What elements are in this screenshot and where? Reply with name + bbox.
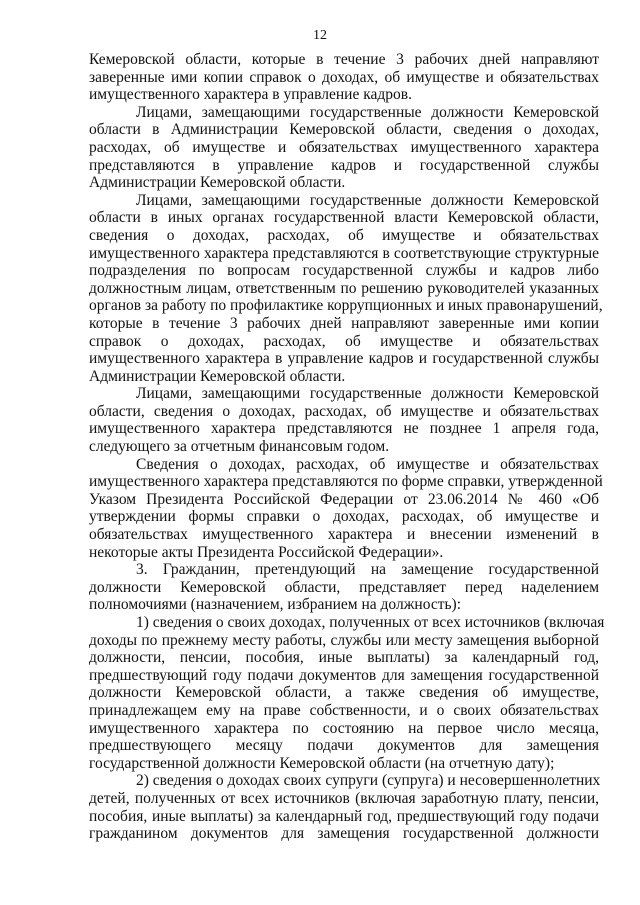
text-line: Администрации Кемеровской области. bbox=[89, 367, 346, 385]
text-line: следующего за отчетным финансовым годом. bbox=[89, 438, 390, 456]
text-line: подразделения по вопросам государственной службы и кадров либо bbox=[89, 262, 599, 280]
text-line: пособия, иные выплаты) за календарный год, предшествующий году подачи bbox=[89, 807, 599, 825]
text-line: утверждении формы справки о доходах, расходах, об имуществе и bbox=[89, 508, 599, 526]
paragraph bbox=[89, 104, 599, 192]
text-line: 3. Гражданин, претендующий на замещение государственной bbox=[136, 561, 599, 579]
text-line: Администрации Кемеровской области. bbox=[89, 174, 346, 192]
text-line: представляются в управление кадров и государственной службы bbox=[89, 156, 599, 174]
text-line: должностным лицам, ответственным по решению руководителей указанных bbox=[89, 279, 599, 297]
text-line: должности Кемеровской области, представляет перед наделением bbox=[89, 578, 599, 596]
text-line: области в Администрации Кемеровской области, сведения о доходах, bbox=[89, 121, 599, 139]
text-line: Лицами, замещающими государственные должности Кемеровской bbox=[136, 385, 599, 403]
paragraph bbox=[89, 51, 599, 104]
text-line: заверенные ими копии справок о доходах, об имуществе и обязательствах bbox=[89, 68, 599, 86]
text-line: которые в течение 3 рабочих дней направляют заверенные ими копии bbox=[89, 314, 599, 332]
document-body bbox=[89, 51, 605, 843]
text-line: полномочиями (назначением, избранием на должность): bbox=[89, 596, 462, 614]
text-line: имущественного характера по состоянию на первое число месяца, bbox=[89, 719, 599, 737]
text-line: области, сведения о доходах, расходах, об имуществе и обязательствах bbox=[89, 402, 599, 420]
text-line: доходы по прежнему месту работы, службы или месту замещения выборной bbox=[89, 631, 599, 649]
paragraph bbox=[89, 191, 603, 386]
text-line: детей, полученных от всех источников (включая заработную плату, пенсии, bbox=[89, 789, 599, 807]
text-line: 2) сведения о доходах своих супруги (супруга) и несовершеннолетних bbox=[136, 772, 601, 790]
text-line: справок о доходах, расходах, об имуществе и обязательствах bbox=[89, 332, 599, 350]
paragraph bbox=[89, 614, 605, 772]
text-line: области в иных органах государственной власти Кемеровской области, bbox=[89, 209, 599, 227]
text-line: имущественного характера представляются не позднее 1 апреля года, bbox=[89, 420, 599, 438]
paragraph bbox=[89, 455, 603, 562]
text-line: предшествующего месяцу подачи документов для замещения bbox=[89, 737, 599, 755]
text-line: должности Кемеровской области, а также сведения об имуществе, bbox=[89, 684, 599, 702]
text-line: Указом Президента Российской Федерации от 23.06.2014 № 460 «Об bbox=[89, 490, 599, 508]
text-line: государственной должности Кемеровской области (на отчетную дату); bbox=[89, 754, 555, 772]
text-line: должности, пенсии, пособия, иные выплаты) за календарный год, bbox=[89, 649, 599, 667]
page-number: 12 bbox=[313, 28, 327, 43]
text-line: имущественного характера представляются по форме справки, утвержденной bbox=[89, 473, 603, 491]
text-line: Лицами, замещающими государственные должности Кемеровской bbox=[136, 191, 599, 209]
text-line: сведения о доходах, расходах, об имуществе и обязательствах bbox=[89, 226, 599, 244]
text-line: предшествующий году подачи документов для замещения государственной bbox=[89, 666, 599, 684]
text-line: некоторые акты Президента Российской Федерации». bbox=[89, 543, 444, 561]
text-line: 1) сведения о своих доходах, полученных от всех источников (включая bbox=[136, 614, 605, 631]
text-line: имущественного характера представляются в соответствующие структурные bbox=[89, 244, 599, 262]
paragraph bbox=[89, 772, 599, 842]
paragraph bbox=[89, 561, 599, 614]
text-line: имущественного характера в управление кадров и государственной службы bbox=[89, 350, 599, 368]
text-line: Кемеровской области, которые в течение 3 рабочих дней направляют bbox=[89, 51, 599, 68]
text-line: имущественного характера в управление кадров. bbox=[89, 86, 412, 104]
text-line: обязательствах имущественного характера и внесении изменений в bbox=[89, 526, 599, 544]
text-line: гражданином документов для замещения государственной должности bbox=[89, 825, 599, 843]
paragraph bbox=[89, 385, 599, 455]
text-line: Сведения о доходах, расходах, об имуществе и обязательствах bbox=[136, 455, 599, 473]
text-line: Лицами, замещающими государственные должности Кемеровской bbox=[136, 103, 599, 121]
text-line: органов за работу по профилактике коррупционных и иных правонарушений, bbox=[89, 297, 603, 315]
text-line: принадлежащем ему на праве собственности, и о своих обязательствах bbox=[89, 701, 599, 719]
text-line: расходах, об имуществе и обязательствах имущественного характера bbox=[89, 138, 599, 156]
